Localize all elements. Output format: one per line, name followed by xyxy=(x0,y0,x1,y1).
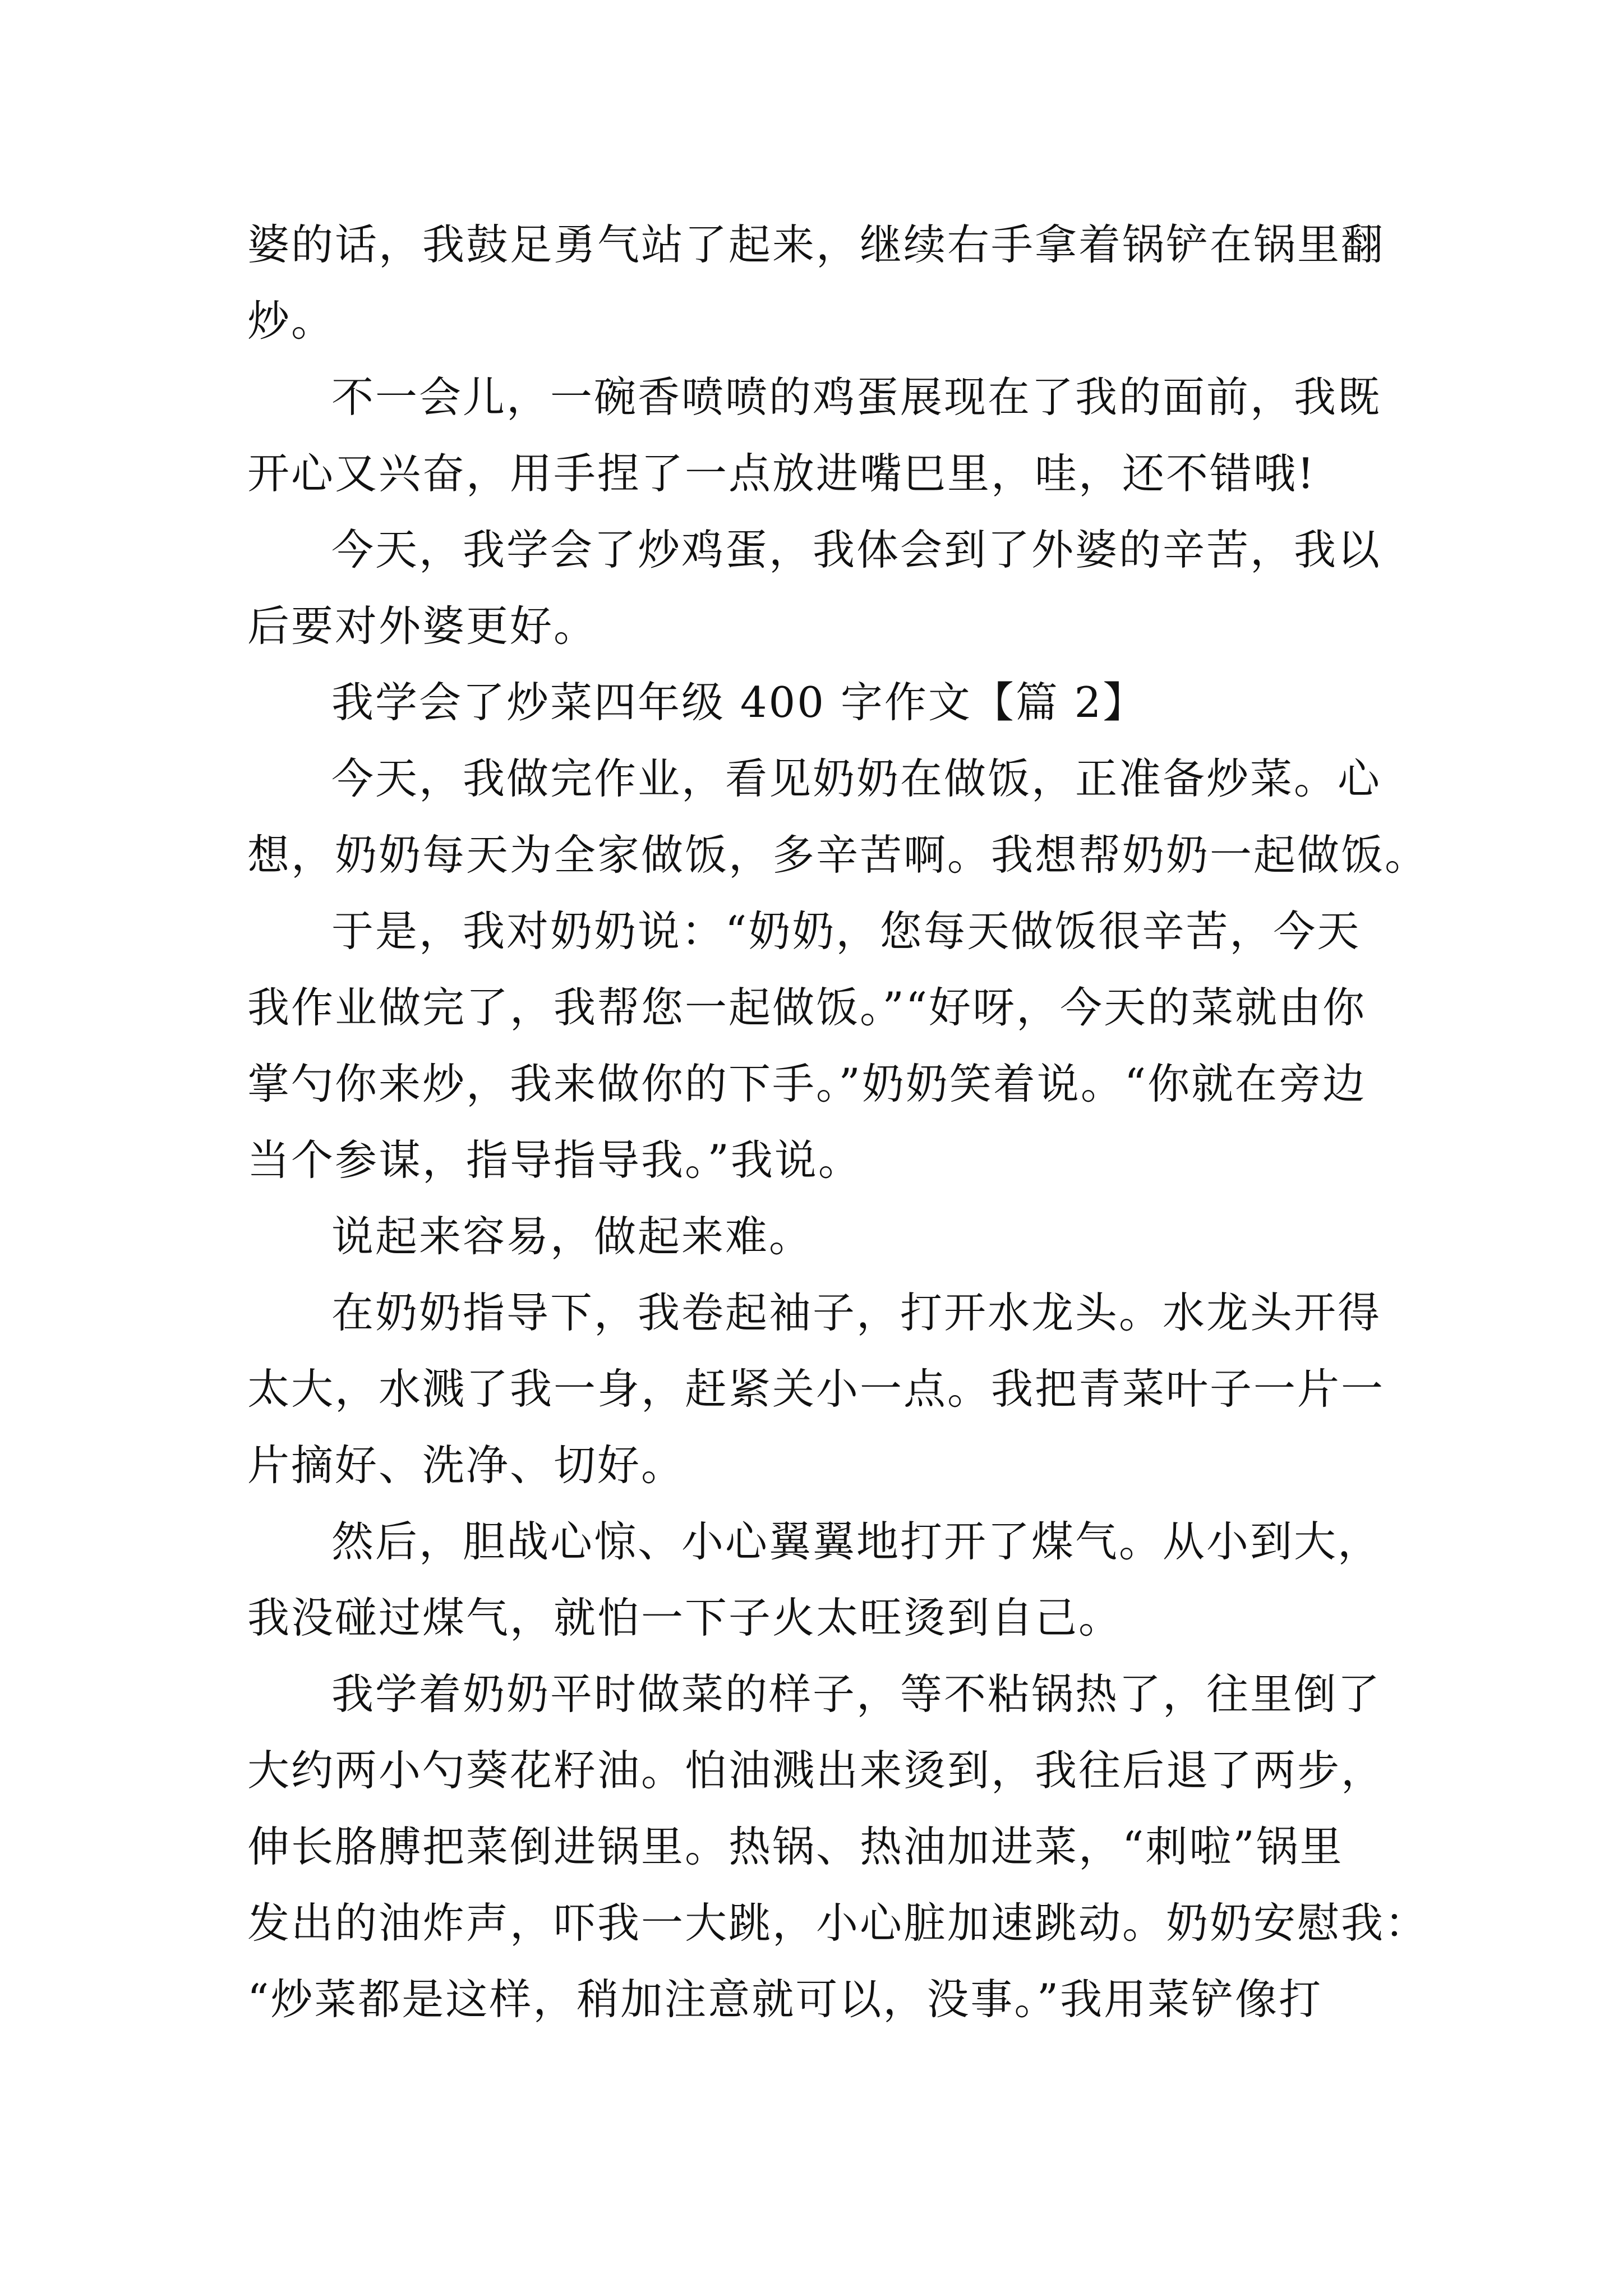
text-line: 在奶奶指导下，我卷起袖子，打开水龙头。水龙头开得 xyxy=(331,1288,1382,1337)
text-line: 我没碰过煤气，就怕一下子火太旺烫到自己。 xyxy=(247,1593,1123,1642)
text-line: 片摘好、洗净、切好。 xyxy=(247,1441,685,1490)
essay-body xyxy=(247,206,1429,2037)
text-line: 我学着奶奶平时做菜的样子，等不粘锅热了，往里倒了 xyxy=(331,1669,1382,1719)
text-line: 今天，我学会了炒鸡蛋，我体会到了外婆的辛苦，我以 xyxy=(331,525,1382,574)
text-line: 不一会儿，一碗香喷喷的鸡蛋展现在了我的面前，我既 xyxy=(331,372,1382,422)
text-line: 当个参谋，指导指导我。”我说。 xyxy=(247,1135,862,1185)
text-line: 掌勺你来炒，我来做你的下手。”奶奶笑着说。“你就在旁边 xyxy=(247,1059,1367,1108)
text-line: 太大，水溅了我一身，赶紧关小一点。我把青菜叶子一片一 xyxy=(247,1364,1385,1414)
text-line: 伸长胳膊把菜倒进锅里。热锅、热油加进菜，“刺啦”锅里 xyxy=(247,1822,1344,1871)
text-line: 说起来容易，做起来难。 xyxy=(331,1212,813,1261)
text-line: “炒菜都是这样，稍加注意就可以，没事。”我用菜铲像打 xyxy=(247,1975,1323,2024)
text-line: 开心又兴奋，用手捏了一点放进嘴巴里，哇，还不错哦! xyxy=(247,449,1316,498)
text-line: 婆的话，我鼓足勇气站了起来，继续右手拿着锅铲在锅里翻 xyxy=(247,220,1385,269)
text-line: 后要对外婆更好。 xyxy=(247,601,598,651)
text-line: 于是，我对奶奶说：“奶奶，您每天做饭很辛苦，今天 xyxy=(331,907,1361,956)
text-line: 想，奶奶每天为全家做饭，多辛苦啊。我想帮奶奶一起做饭。 xyxy=(247,830,1429,880)
text-line: 我学会了炒菜四年级 400 字作文【篇 2】 xyxy=(331,678,1147,727)
text-line: 大约两小勺葵花籽油。怕油溅出来烫到，我往后退了两步， xyxy=(247,1746,1385,1795)
text-line: 然后，胆战心惊、小心翼翼地打开了煤气。从小到大， xyxy=(331,1517,1382,1566)
text-line: 我作业做完了，我帮您一起做饭。”“好呀，今天的菜就由你 xyxy=(247,983,1367,1032)
text-line: 炒。 xyxy=(247,296,335,346)
text-line: 发出的油炸声，吓我一大跳，小心脏加速跳动。奶奶安慰我： xyxy=(247,1898,1429,1948)
text-line: 今天，我做完作业，看见奶奶在做饭，正准备炒菜。心 xyxy=(331,754,1382,803)
